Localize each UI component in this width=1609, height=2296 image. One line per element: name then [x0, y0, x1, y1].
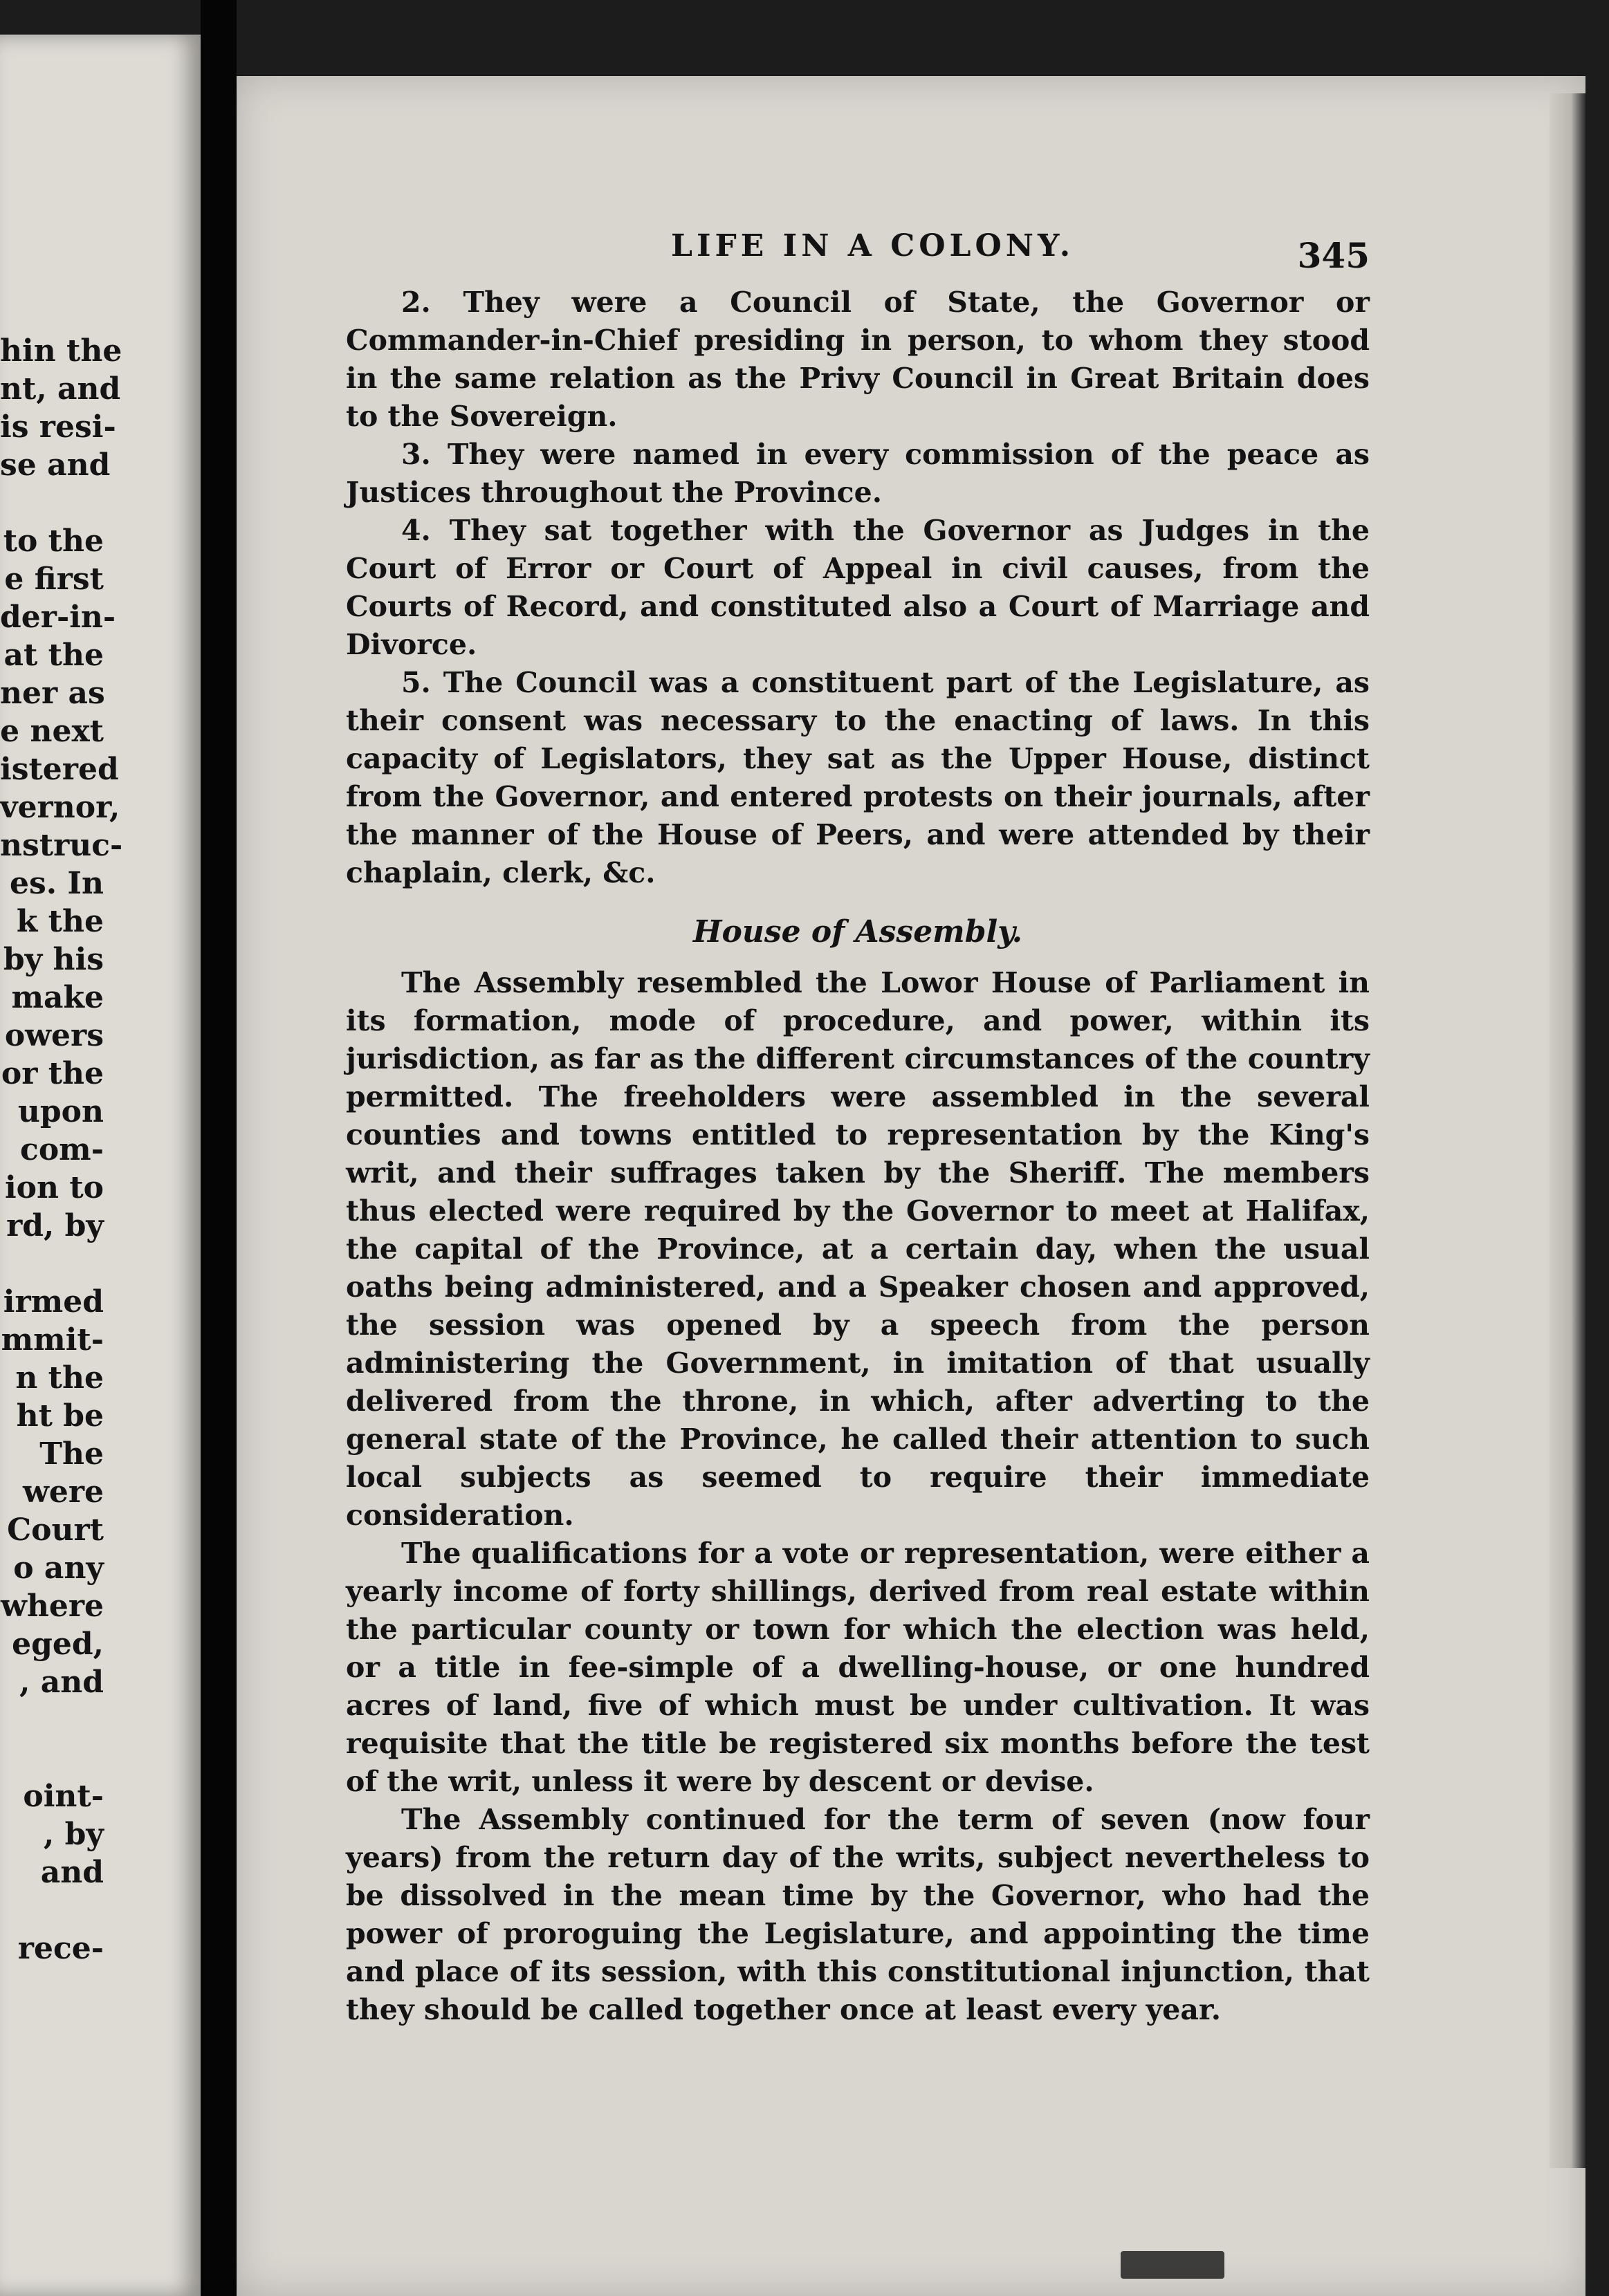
- left-page-line: nt, and: [0, 371, 121, 407]
- left-page-line: e next: [0, 714, 104, 749]
- scanner-mark: [1121, 2251, 1224, 2279]
- left-page-line: owers: [4, 1018, 104, 1053]
- left-page-line: were: [22, 1474, 104, 1510]
- left-page-line: se and: [0, 447, 111, 483]
- left-page-line: rece-: [17, 1931, 104, 1966]
- assembly-paragraph-3: The Assembly continued for the term of seven (now four years) from the return day of the writs, subject nevertheless to be dissolved in the mean time by the Governor, who had the power of proroguing the Legislature, and appointing the time and place of its session, with this constitutional injunction, that they should be called together once at least every year.: [346, 1803, 1370, 2026]
- left-page-gap: [0, 484, 104, 522]
- left-page: [0, 35, 201, 2296]
- left-page-line: o any: [13, 1550, 104, 1586]
- left-page-line: mmit-: [1, 1322, 104, 1358]
- left-page-line: at the: [3, 638, 104, 673]
- left-page-line: by his: [3, 942, 104, 977]
- left-page-line: eged,: [12, 1627, 104, 1662]
- section-heading-house-of-assembly: House of Assembly.: [692, 914, 1023, 950]
- left-page-line: The: [39, 1436, 104, 1472]
- left-page-line: irmed: [3, 1284, 104, 1320]
- left-page-line: upon: [17, 1094, 104, 1129]
- assembly-paragraph-2: The qualifications for a vote or representation, were either a yearly income of forty shillings, derived from real estate within the particular county or town for which the election was held, or a title in fee-simple of a dwelling-house, or one hundred acres of land, five of which must be under cultivation. It was requisite that the title be registered six months before the test of the writ, unless it were by descent or devise.: [346, 1537, 1370, 1798]
- page-text-block: [346, 228, 1370, 2029]
- left-page-line: Court: [7, 1512, 104, 1548]
- council-item-4: 4. They sat together with the Governor as Judges in the Court of Error or Court of Appeal in civil causes, from the Courts of Record, and constituted also a Court of Marriage and Divorce.: [346, 514, 1370, 661]
- left-page-gap: [0, 1245, 104, 1283]
- page-number: 345: [1297, 235, 1370, 276]
- left-page-line: nstruc-: [0, 828, 123, 863]
- left-page-line: where: [0, 1589, 104, 1624]
- council-item-3: 3. They were named in every commission of the peace as Justices throughout the Province.: [346, 438, 1370, 509]
- left-page-line: ner as: [0, 676, 105, 711]
- page-edge: [1550, 93, 1585, 2168]
- left-page-line: , and: [19, 1665, 104, 1700]
- running-title: LIFE IN A COLONY.: [671, 228, 1075, 263]
- left-page-line: ht be: [16, 1398, 104, 1434]
- left-page-line: e first: [4, 562, 104, 597]
- left-page-text-fragments: [0, 332, 123, 1968]
- left-page-line: der-in-: [0, 600, 116, 635]
- left-page-gap: [0, 1891, 104, 1929]
- left-page-line: is resi-: [0, 409, 116, 445]
- left-page-line: k the: [16, 904, 104, 939]
- left-page-line: hin the: [0, 333, 122, 369]
- left-page-gap: [0, 1739, 104, 1777]
- left-page-line: vernor,: [0, 790, 120, 825]
- left-page-line: n the: [15, 1360, 104, 1396]
- left-page-line: make: [11, 980, 104, 1015]
- left-page-line: or the: [1, 1056, 104, 1091]
- left-page-line: , by: [44, 1817, 104, 1852]
- left-page-line: oint-: [23, 1779, 104, 1814]
- council-item-5: 5. The Council was a constituent part of the Legislature, as their consent was necessary to the enacting of laws. In this capacity of Legislators, they sat as the Upper House, distinct from the Governor, and entered protests on their journals, after the manner of the House of Peers, and were attended by their chaplain, clerk, &c.: [346, 666, 1370, 889]
- book-spine: [201, 0, 237, 2296]
- left-page-line: istered: [0, 752, 119, 787]
- left-page-line: and: [40, 1855, 104, 1890]
- left-page-line: to the: [3, 524, 104, 559]
- council-item-2: 2. They were a Council of State, the Governor or Commander-in-Chief presiding in person, to whom they stood in the same relation as the Privy Council in Great Britain does to the Sovereign.: [346, 286, 1370, 433]
- assembly-paragraph-1: The Assembly resembled the Lowor House of Parliament in its formation, mode of procedure, and power, within its jurisdiction, as far as the different circumstances of the country permitted. The freeholders were assembled in the several counties and towns entitled to representation by the King's writ, and their suffrages taken by the Sheriff. The members thus elected were required by the Governor to meet at Halifax, the capital of the Province, at a certain day, when the usual oaths being administered, and a Speaker chosen and approved, the session was opened by a speech from the person administering the Government, in imitation of that usually delivered from the throne, in which, after adverting to the general state of the Province, he called their attention to such local subjects as seemed to require their immediate consideration.: [346, 966, 1370, 1532]
- left-page-line: es. In: [10, 866, 104, 901]
- left-page-line: ion to: [4, 1170, 104, 1205]
- running-head: [346, 228, 1370, 284]
- left-page-gap: [0, 1701, 104, 1739]
- left-page-line: rd, by: [6, 1208, 104, 1243]
- left-page-line: com-: [20, 1132, 104, 1167]
